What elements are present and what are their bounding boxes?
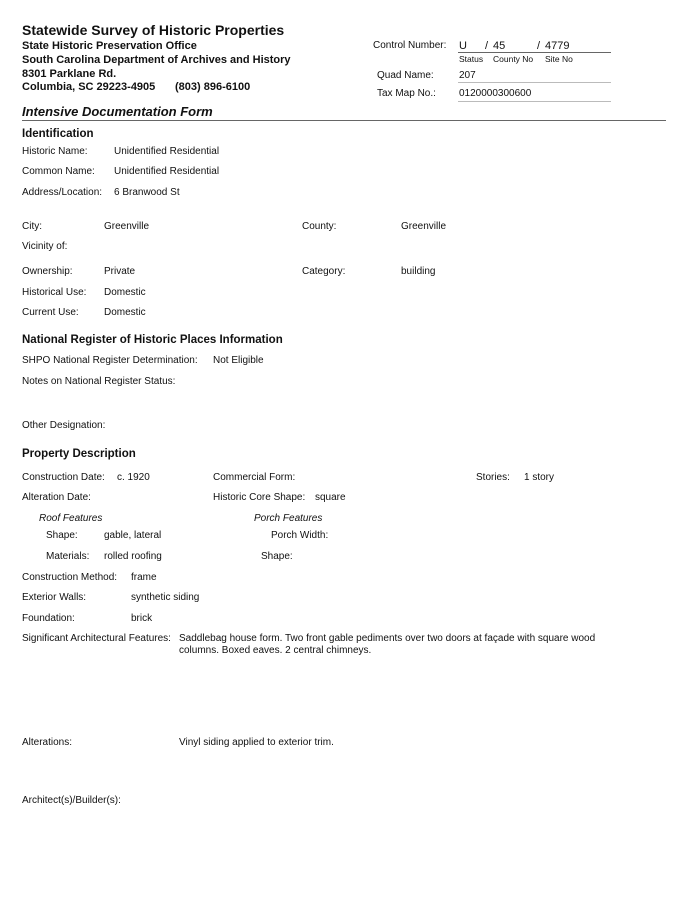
phone-number: (803) 896-6100 xyxy=(175,81,251,93)
tax-map-underline xyxy=(458,101,611,102)
address-label: Address/Location: xyxy=(22,187,103,198)
porch-features-heading: Porch Features xyxy=(254,513,323,524)
alteration-date-label: Alteration Date: xyxy=(22,492,91,503)
common-name-value: Unidentified Residential xyxy=(114,166,220,177)
agency-name: State Historic Preservation Office xyxy=(22,40,197,52)
architectural-features-label: Significant Architectural Features: xyxy=(22,633,171,644)
county-caption: County No xyxy=(493,54,534,64)
core-shape-label: Historic Core Shape: xyxy=(213,492,306,503)
alterations-label: Alterations: xyxy=(22,737,73,748)
exterior-walls-value: synthetic siding xyxy=(131,592,200,603)
department-name: South Carolina Department of Archives and History xyxy=(22,54,291,66)
roof-materials-value: rolled roofing xyxy=(104,551,162,562)
city-state-zip: Columbia, SC 29223-4905 xyxy=(22,81,156,93)
street-address: 8301 Parklane Rd. xyxy=(22,68,117,80)
city-value: Greenville xyxy=(104,221,150,232)
control-number-label: Control Number: xyxy=(373,40,447,51)
tax-map-label: Tax Map No.: xyxy=(377,88,436,99)
quad-name-underline xyxy=(458,82,611,83)
control-number-underline xyxy=(458,52,611,53)
survey-title: Statewide Survey of Historic Properties xyxy=(22,22,285,38)
construction-date-label: Construction Date: xyxy=(22,472,105,483)
identification-heading: Identification xyxy=(22,128,94,140)
separator: / xyxy=(537,40,541,52)
vicinity-label: Vicinity of: xyxy=(22,241,68,252)
property-description-heading: Property Description xyxy=(22,448,136,460)
county-label: County: xyxy=(302,221,337,232)
quad-name-value: 207 xyxy=(459,70,476,81)
porch-shape-label: Shape: xyxy=(261,551,293,562)
other-designation-label: Other Designation: xyxy=(22,420,106,431)
nr-determination-label: SHPO National Register Determination: xyxy=(22,355,198,366)
city-label: City: xyxy=(22,221,42,232)
county-number: 45 xyxy=(493,40,506,52)
site-caption: Site No xyxy=(545,54,573,64)
construction-method-value: frame xyxy=(131,572,157,583)
construction-date-value: c. 1920 xyxy=(117,472,150,483)
foundation-label: Foundation: xyxy=(22,613,75,624)
tax-map-value: 0120000300600 xyxy=(459,88,532,99)
site-number: 4779 xyxy=(545,40,570,52)
current-use-label: Current Use: xyxy=(22,307,79,318)
stories-value: 1 story xyxy=(524,472,555,483)
roof-materials-label: Materials: xyxy=(46,551,90,562)
address-value: 6 Branwood St xyxy=(114,187,180,198)
roof-shape-label: Shape: xyxy=(46,530,78,541)
construction-method-label: Construction Method: xyxy=(22,572,118,583)
alterations-value: Vinyl siding applied to exterior trim. xyxy=(179,737,334,748)
historic-name-label: Historic Name: xyxy=(22,146,88,157)
category-label: Category: xyxy=(302,266,346,277)
ownership-label: Ownership: xyxy=(22,266,73,277)
nr-notes-label: Notes on National Register Status: xyxy=(22,376,176,387)
current-use-value: Domestic xyxy=(104,307,146,318)
separator: / xyxy=(485,40,489,52)
roof-features-heading: Roof Features xyxy=(39,513,103,524)
historical-use-label: Historical Use: xyxy=(22,287,87,298)
foundation-value: brick xyxy=(131,613,153,624)
ownership-value: Private xyxy=(104,266,136,277)
quad-name-label: Quad Name: xyxy=(377,70,434,81)
county-value: Greenville xyxy=(401,221,447,232)
common-name-label: Common Name: xyxy=(22,166,95,177)
title-rule xyxy=(22,120,666,121)
status-code: U xyxy=(459,40,467,52)
historic-name-value: Unidentified Residential xyxy=(114,146,220,157)
architectural-features-value: Saddlebag house form. Two front gable pediments over two doors at façade with square wood columns. Boxed eaves. 2 central chimneys. xyxy=(179,633,596,656)
stories-label: Stories: xyxy=(476,472,510,483)
form-title: Intensive Documentation Form xyxy=(22,104,213,119)
exterior-walls-label: Exterior Walls: xyxy=(22,592,87,603)
nr-determination-value: Not Eligible xyxy=(213,355,264,366)
historical-use-value: Domestic xyxy=(104,287,146,298)
porch-width-label: Porch Width: xyxy=(271,530,329,541)
architect-builder-label: Architect(s)/Builder(s): xyxy=(22,795,121,806)
commercial-form-label: Commercial Form: xyxy=(213,472,296,483)
roof-shape-value: gable, lateral xyxy=(104,530,162,541)
category-value: building xyxy=(401,266,436,277)
national-register-heading: National Register of Historic Places Information xyxy=(22,334,283,346)
core-shape-value: square xyxy=(315,492,346,503)
status-caption: Status xyxy=(459,54,484,64)
